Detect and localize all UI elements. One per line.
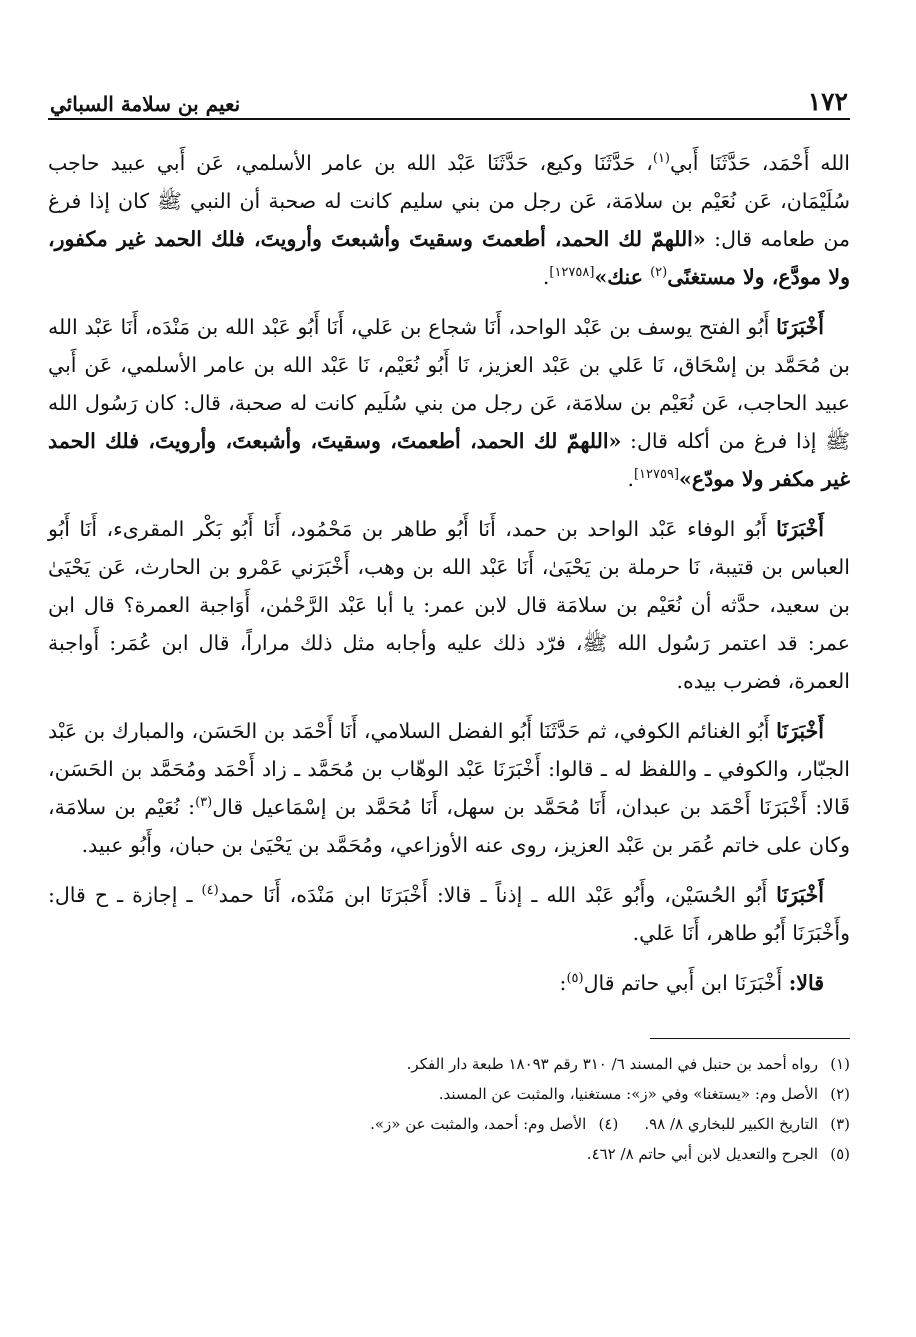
text-run: أَبُو الغنائم الكوفي، ثم حَدَّثَنَا أَبُو الفضل السلامي، أَنَا أَحْمَد بن الحَسَن، والمبارك بن عَبْد الجبّار، والكوفي ـ واللفظ له ـ قالوا: أَخْبَرَنَا عَبْد الوهّاب بن مُحَمَّد ـ زاد أَحْمَد ومُحَمَّد بن الحَسَن، قَالا: أَخْبَرَنَا أَحْمَد بن عبدان، أَنَا مُحَمَّد بن سهل، أَنَا مُحَمَّد بن إسْمَاعيل قال xyxy=(48,719,850,819)
footnote xyxy=(644,1109,850,1139)
book-page xyxy=(48,70,850,1169)
paragraph xyxy=(48,144,850,296)
text-run: ، حَدَّثَنَا وكيع، حَدَّثَنَا عَبْد الله بن عامر الأسلمي، عَن أَبي عبيد حاجب سُلَيْمَان، عَن نُعَيْم بن سلامَة، عَن رجل من بني سليم كانت له صحبة أن النبي ﷺ كان إذا فرغ من طعامه قال: xyxy=(48,151,851,251)
footnote-text: رواه أحمد بن حنبل في المسند ٦/ ٣١٠ رقم ١٨٠٩٣ طبعة دار الفكر. xyxy=(406,1055,818,1073)
hadith-number: [١٢٧٥٩] xyxy=(633,467,680,483)
footnote-marker: (١) xyxy=(652,151,670,167)
text-run: أَبُو الوفاء عَبْد الواحد بن حمد، أَنَا أَبُو طاهر بن مَحْمُود، أَنَا أَبُو بَكْر المقرىء، أَنَا أَبُو العباس بن قتيبة، نَا حرملة بن يَحْيَىٰ، أَنَا عَبْد الله بن وهب، أَخْبَرَني عَمْرو بن الحارث، عَن يَحْيَىٰ بن سعيد، حدَّثه أن نُعَيْم بن سلامَة قال لابن عمر: يا أبا عَبْد الرَّحْمٰن، أَوَاجبة العمرة؟ قال ابن عمر: قد اعتمر رَسُول الله ﷺ، فرّد ذلك عليه وأجابه مثل ذلك مراراً، قال ابن عُمَر: أَواجبة العمرة، فضرب بيده. xyxy=(48,517,850,693)
footnote-marker: (٤) xyxy=(201,883,219,899)
text-run: . xyxy=(542,265,550,289)
page-number: ١٧٢ xyxy=(807,87,848,116)
bold-text: أَخْبَرَنَا xyxy=(776,883,824,907)
footnotes xyxy=(48,1049,850,1169)
page-header xyxy=(48,70,850,120)
footnote-row xyxy=(48,1109,850,1139)
text-run: أَبُو الفتح يوسف بن عَبْد الواحد، أَنَا شجاع بن عَلي، أَنَا أَبُو عَبْد الله بن مَنْدَه، أَنَا عَبْد الله بن مُحَمَّد بن إسْحَاق، نَا عَلي بن عَبْد العزيز، نَا أَبُو نُعَيْم، نَا عَبْد الله بن عامر الأسلمي، عَن أَبي عبيد الحاجب، عَن نُعَيْم بن سلامَة، عَن رجل من بني سُلَيم كانت له صحبة، قال: كان رَسُول الله ﷺ إذا فرغ من أكله قال: xyxy=(48,315,850,453)
footnote-row xyxy=(48,1049,850,1079)
text-run: : xyxy=(559,971,567,995)
bold-text: عنك» xyxy=(594,265,651,289)
text-run: : نُعَيْم بن سلامَة، وكان على خاتم عُمَر بن عَبْد العزيز، روى عنه الأوزاعي، ومُحَمَّد بن يَحْيَىٰ بن حبان، وأَبُو عبيد. xyxy=(48,795,850,857)
footnote-number: (٣) xyxy=(830,1115,850,1133)
bold-text: أَخْبَرَنَا xyxy=(776,517,824,541)
paragraph xyxy=(48,964,850,1002)
text-run: الله أَحْمَد، حَدَّثَنَا أَبي xyxy=(670,151,850,175)
footnote xyxy=(587,1139,850,1169)
footnote-row xyxy=(48,1139,850,1169)
bold-text: قالا: xyxy=(788,971,824,995)
paragraph xyxy=(48,510,850,700)
running-title: نعيم بن سلامة السبائي xyxy=(50,92,241,116)
footnote xyxy=(407,1049,850,1079)
footnote xyxy=(439,1079,850,1109)
main-text xyxy=(48,144,850,1002)
footnote-marker: (٥) xyxy=(566,971,584,987)
text-run: أَخْبَرَنَا ابن أَبي حاتم قال xyxy=(583,971,789,995)
footnote-text: الجرح والتعديل لابن أبي حاتم ٨/ ٤٦٢. xyxy=(586,1145,818,1163)
bold-text: أَخْبَرَنَا xyxy=(776,315,824,339)
footnote-divider xyxy=(650,1038,850,1039)
footnote-number: (١) xyxy=(830,1055,850,1073)
bold-text: أَخْبَرَنَا xyxy=(776,719,824,743)
text-run: ـ إجازة ـ ح قال: وأَخْبَرَنَا أَبُو طاهر، أَنَا عَلي. xyxy=(48,883,850,945)
bold-text: «اللهمّ لك الحمد، أطعمتَ، وسقيتَ، وأشبعتَ، وأرويتَ، فلك الحمد غير مكفر ولا مودّع» xyxy=(48,429,850,491)
footnote-row xyxy=(48,1079,850,1109)
footnote xyxy=(370,1109,618,1139)
hadith-number: [١٢٧٥٨] xyxy=(549,265,595,281)
text-run: . xyxy=(627,467,634,491)
text-run: أَبُو الحُسَيْن، وأَبُو عَبْد الله ـ إذناً ـ قالا: أَخْبَرَنَا ابن مَنْدَه، أَنَا حمد xyxy=(218,883,777,907)
paragraph xyxy=(48,876,850,952)
footnote-text: الأصل وم: أحمد، والمثبت عن «ز». xyxy=(370,1115,587,1133)
bold-text: «اللهمّ لك الحمد، أطعمتَ وسقيتَ وأشبعتَ وأرويتَ، فلك الحمد غير مكفور، ولا مودَّع، ولا مستغنًى xyxy=(48,227,850,289)
footnote-marker: (٢) xyxy=(650,265,668,281)
footnote-text: الأصل وم: «يستغنا» وفي «ز»: مستغنيا، والمثبت عن المسند. xyxy=(438,1085,818,1103)
paragraph xyxy=(48,308,850,498)
footnote-number: (٥) xyxy=(830,1145,850,1163)
footnote-number: (٤) xyxy=(598,1115,619,1133)
footnote-number: (٢) xyxy=(830,1085,850,1103)
footnote-marker: (٣) xyxy=(195,795,213,811)
footnote-text: التاريخ الكبير للبخاري ٨/ ٩٨. xyxy=(644,1115,818,1133)
paragraph xyxy=(48,712,850,864)
